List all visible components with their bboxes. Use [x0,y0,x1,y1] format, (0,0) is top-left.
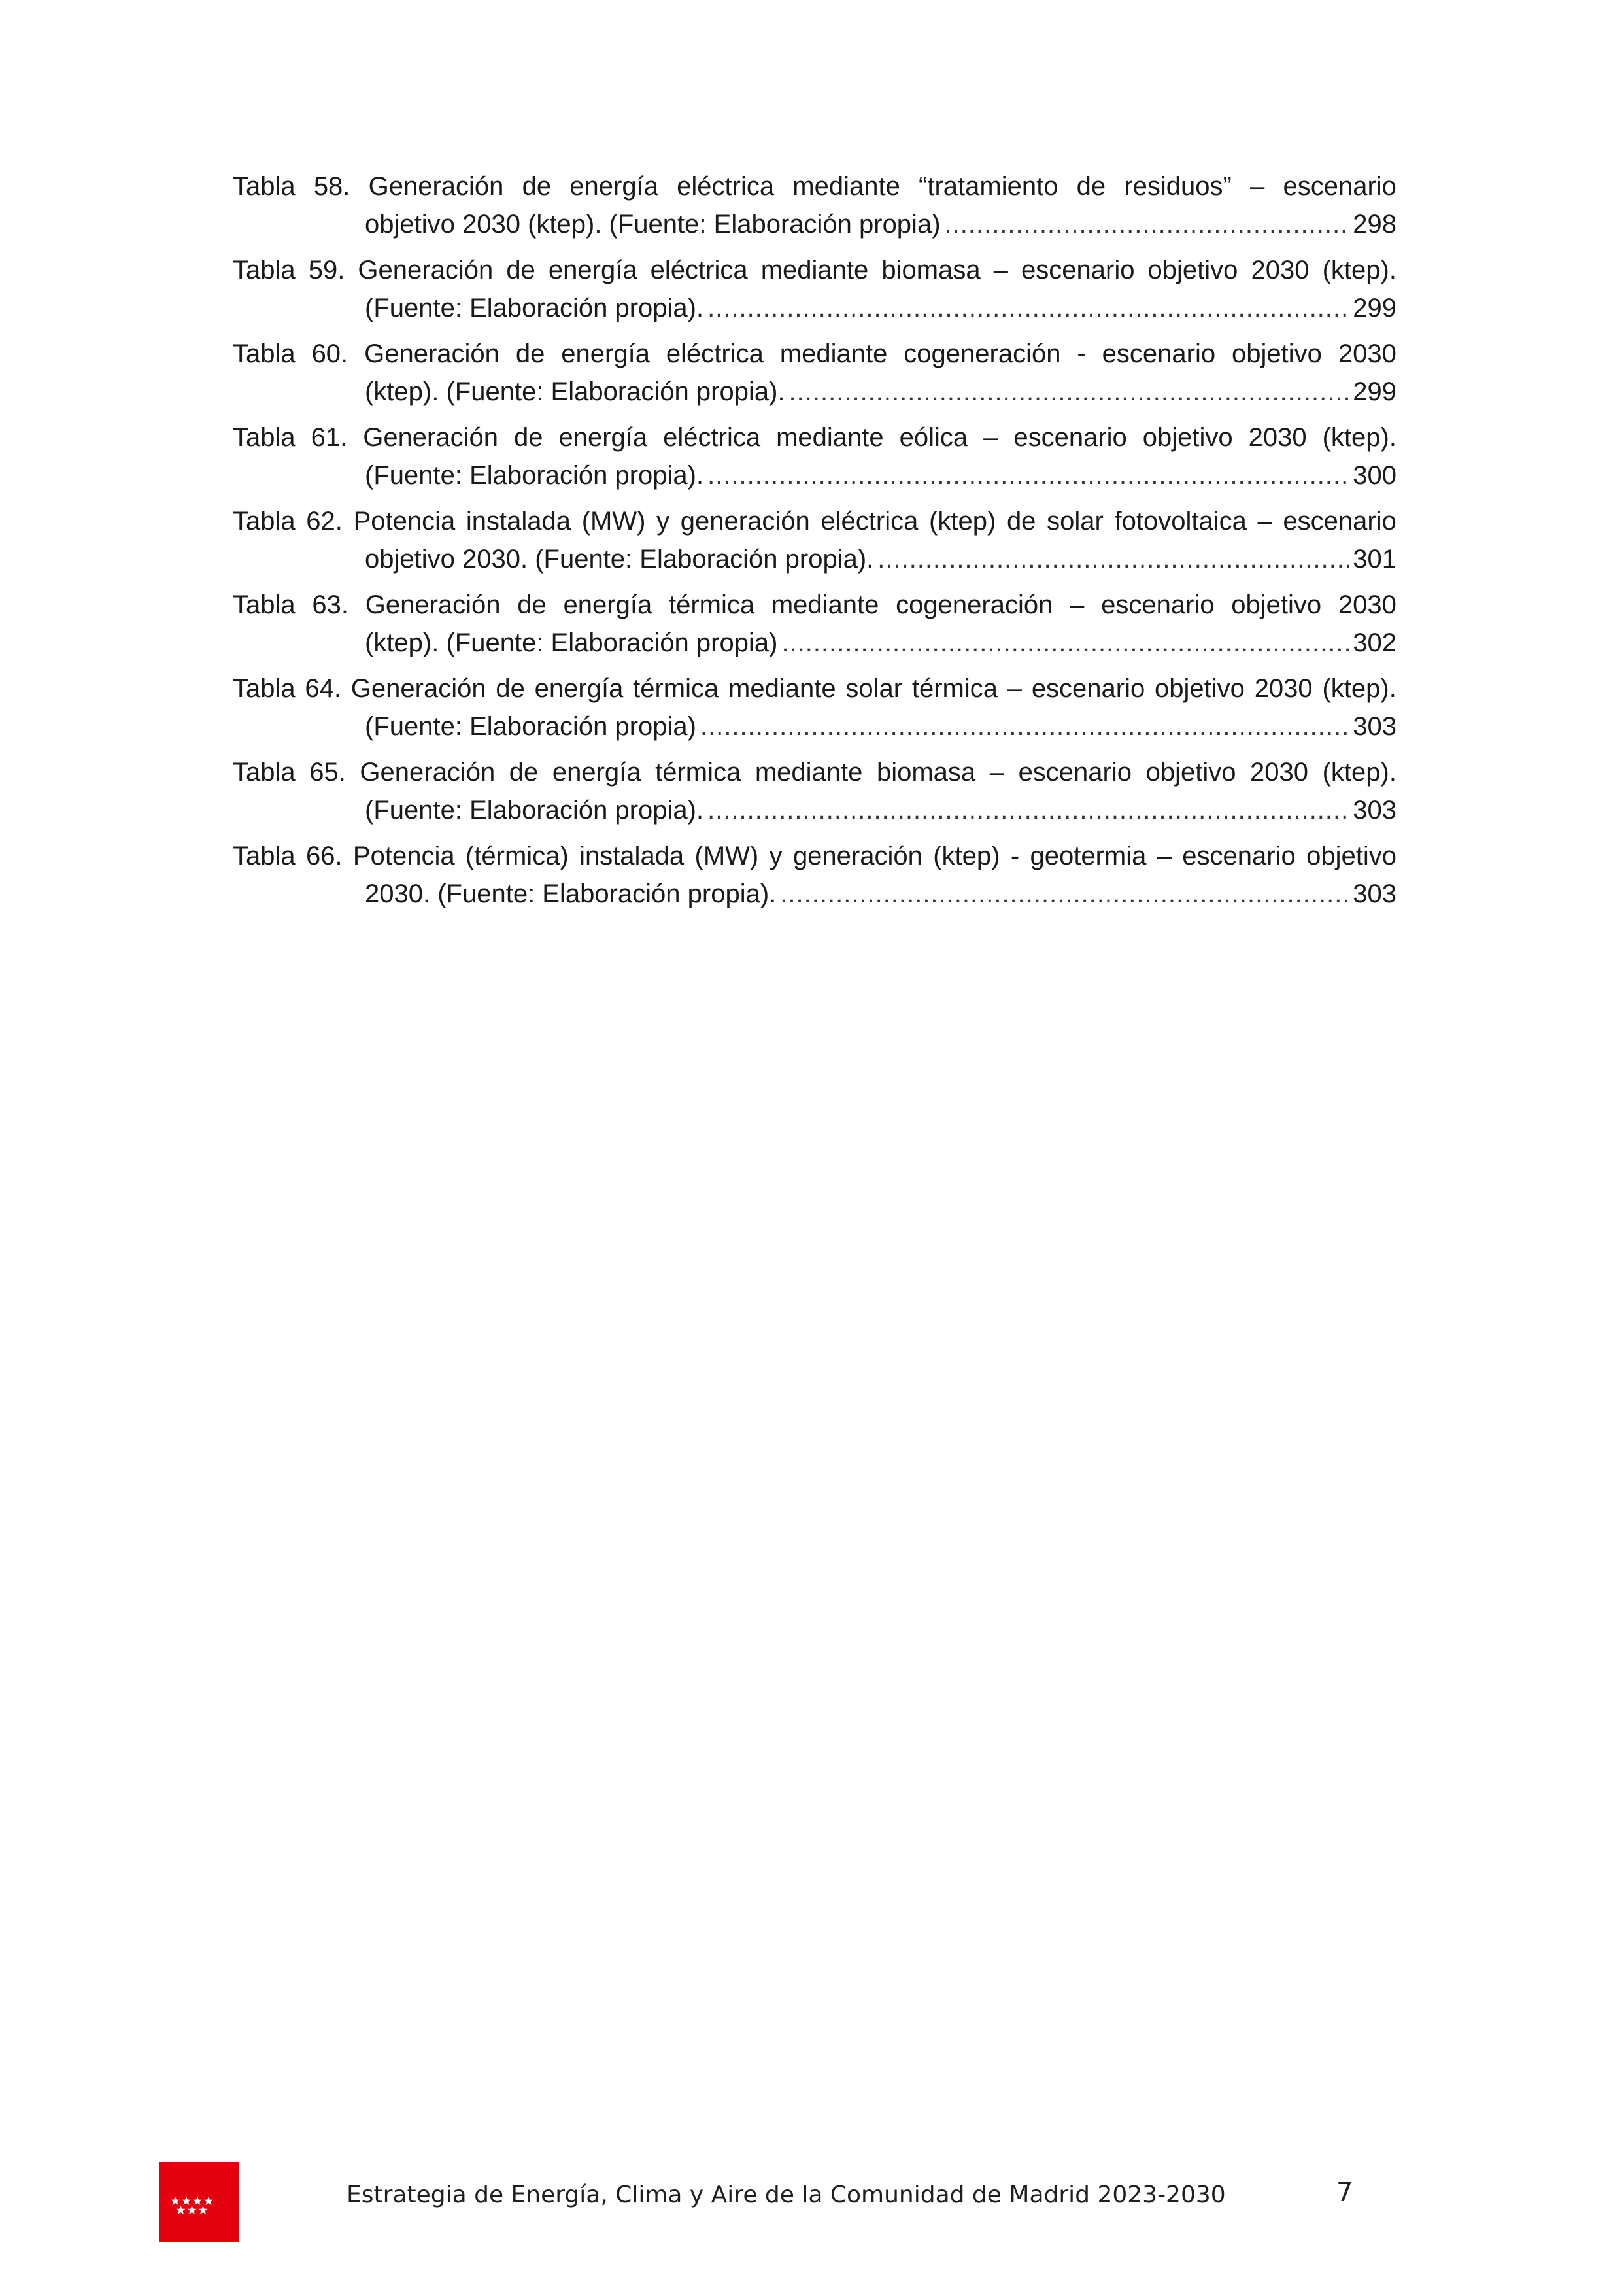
toc-word: 2030 [1254,674,1313,703]
toc-entry-continuation [233,875,1396,913]
toc-page-number: 299 [1353,294,1396,322]
toc-word: (MW) [694,842,759,870]
toc-word: Tabla [233,842,296,870]
toc-word: 2030 [1250,758,1309,787]
toc-word: (ktep). [1322,256,1396,284]
toc-word: 2030 [1248,423,1307,452]
toc-word: geotermia [1030,842,1147,870]
toc-entry-title-line [233,335,1396,373]
toc-page-number: 301 [1353,545,1396,574]
toc-word: – [989,758,1004,787]
toc-word: Potencia [353,507,456,536]
toc-word: mediante [776,423,884,452]
toc-word: – [1070,591,1085,619]
toc-word: de [506,256,535,284]
toc-word: - [1010,842,1020,870]
toc-word: y [769,842,783,870]
dot-leader [707,456,1349,494]
toc-word: escenario [1182,842,1296,870]
toc-word: (MW) [581,507,646,536]
toc-word: escenario [1018,758,1132,787]
toc-word: eólica [899,423,968,452]
toc-word: mediante [728,674,836,703]
toc-word: 2030 [1251,256,1310,284]
toc-word: energía [563,591,652,619]
dot-leader [700,708,1349,745]
toc-word: Tabla [233,591,296,619]
toc-entry-source: (ktep). (Fuente: Elaboración propia). [365,377,785,406]
toc-word: objetivo [1155,674,1245,703]
toc-word: cogeneración [896,591,1053,619]
toc-word: eléctrica [677,172,775,201]
toc-word: energía [534,674,624,703]
toc-page-number: 298 [1353,210,1396,239]
dot-leader [945,205,1349,243]
toc-word: 62. [306,507,343,536]
toc-entry-continuation [233,624,1396,662]
dot-leader [877,540,1349,578]
toc-word: escenario [1031,674,1145,703]
toc-word: Generación [363,423,498,452]
toc-entry[interactable] [233,502,1396,578]
toc-word: de [513,423,543,452]
toc-word: – [1250,172,1265,201]
toc-entry-title-line [233,753,1396,791]
toc-entry-source: (Fuente: Elaboración propia). [365,796,704,825]
toc-word: escenario [1021,256,1135,284]
toc-page-number: 299 [1353,377,1396,406]
toc-entry-source: (Fuente: Elaboración propia). [365,294,704,322]
toc-entry[interactable] [233,586,1396,662]
toc-word: objetivo [1231,591,1322,619]
toc-entry-source: (Fuente: Elaboración propia) [365,712,696,741]
toc-word: – [1157,842,1172,870]
toc-word: Generación [358,256,494,284]
toc-word: Tabla [233,507,296,536]
toc-word: objetivo [1145,758,1236,787]
toc-word: escenario [1101,591,1215,619]
toc-word: – [993,256,1008,284]
dot-leader [780,875,1349,913]
toc-word: y [656,507,670,536]
dot-leader [707,791,1349,829]
toc-entry[interactable] [233,753,1396,829]
dot-leader [781,624,1349,662]
toc-word: – [1007,674,1023,703]
toc-word: 59. [308,256,345,284]
toc-word: de [1006,507,1036,536]
toc-word: Tabla [233,674,296,703]
toc-word: eléctrica [820,507,919,536]
page-number: 7 [1336,2178,1353,2208]
toc-word: Tabla [233,758,296,787]
toc-word: mediante [779,339,888,368]
toc-word: escenario [1013,423,1127,452]
toc-entry-title-line [233,167,1396,205]
toc-word: (térmica) [465,842,569,870]
toc-word: Generación [368,172,504,201]
toc-word: 63. [312,591,348,619]
toc-word: instalada [579,842,685,870]
toc-word: objetivo [1147,256,1238,284]
toc-word: energía [548,256,637,284]
toc-word: biomasa [876,758,976,787]
toc-page-number: 303 [1353,796,1396,825]
toc-word: Tabla [233,172,296,201]
toc-entry-continuation [233,791,1396,829]
toc-word: eléctrica [666,339,764,368]
toc-entry-title-line [233,419,1396,456]
toc-entry-source: (Fuente: Elaboración propia). [365,461,704,490]
dot-leader [789,373,1349,411]
toc-entry-source: objetivo 2030. (Fuente: Elaboración propia). [365,545,874,574]
toc-entry-title-line [233,670,1396,708]
toc-word: mediante [754,758,863,787]
toc-word: térmica [911,674,998,703]
toc-word: 61. [311,423,348,452]
toc-entry-title-line [233,586,1396,624]
toc-word: energía [561,339,650,368]
toc-entry-source: 2030. (Fuente: Elaboración propia). [365,880,777,908]
toc-word: Generación [360,758,496,787]
toc-word: objetivo [1232,339,1322,368]
toc-word: - [1077,339,1086,368]
toc-word: energía [569,172,658,201]
toc-word: de [515,339,545,368]
toc-word: Generación [364,339,499,368]
toc-word: instalada [465,507,571,536]
toc-page-number: 300 [1353,461,1396,490]
toc-word: Tabla [233,423,296,452]
comunidad-de-madrid-logo [159,2162,239,2242]
toc-word: térmica [633,674,719,703]
toc-word: Generación [350,674,486,703]
toc-word: biomasa [881,256,981,284]
toc-word: de [522,172,552,201]
toc-word: fotovoltaica [1114,507,1247,536]
toc-word: Tabla [233,339,296,368]
toc-word: eléctrica [650,256,748,284]
toc-word: Potencia [352,842,455,870]
toc-entry-source: objetivo 2030 (ktep). (Fuente: Elaboración propia) [365,210,941,239]
toc-entry[interactable] [233,670,1396,745]
dot-leader [707,289,1349,327]
toc-entry-title-line [233,251,1396,289]
toc-entry-continuation [233,205,1396,243]
toc-entry[interactable] [233,837,1396,913]
toc-word: 64. [305,674,342,703]
toc-word: 58. [313,172,350,201]
toc-word: – [1257,507,1272,536]
toc-word: de [509,758,539,787]
toc-word: mediante [771,591,879,619]
toc-word: residuos” [1124,172,1232,201]
toc-word: (ktep) [933,842,1000,870]
toc-entry-continuation [233,456,1396,494]
toc-entry[interactable] [233,167,1396,243]
toc-word: escenario [1102,339,1216,368]
toc-page-number: 303 [1353,880,1396,908]
toc-word: energía [558,423,648,452]
toc-word: – [983,423,998,452]
toc-word: (ktep). [1322,674,1396,703]
toc-word: 65. [309,758,346,787]
toc-word: 60. [311,339,348,368]
toc-entry-continuation [233,540,1396,578]
toc-word: mediante [760,256,869,284]
toc-entry-title-line [233,502,1396,540]
toc-word: 66. [305,842,343,870]
footer-document-title: Estrategia de Energía, Clima y Aire de la Comunidad de Madrid 2023-2030 [347,2182,1226,2208]
toc-word: Tabla [233,256,296,284]
toc-word: escenario [1283,172,1396,201]
toc-word: de [496,674,525,703]
toc-page-number: 303 [1353,712,1396,741]
toc-entry-source: (ktep). (Fuente: Elaboración propia) [365,628,778,657]
toc-word: objetivo [1142,423,1233,452]
toc-word: de [1076,172,1106,201]
toc-word: (ktep) [929,507,996,536]
toc-entry-continuation [233,289,1396,327]
toc-word: térmica [655,758,741,787]
toc-word: de [517,591,547,619]
toc-word: eléctrica [663,423,761,452]
toc-word: cogeneración [904,339,1061,368]
toc-word: 2030 [1338,339,1396,368]
toc-word: escenario [1283,507,1396,536]
toc-entry-continuation [233,708,1396,745]
toc-word: 2030 [1338,591,1396,619]
toc-word: (ktep). [1322,758,1396,787]
toc-word: mediante [792,172,900,201]
toc-word: generación [680,507,810,536]
toc-entry[interactable] [233,335,1396,411]
toc-word: energía [552,758,641,787]
toc-entry[interactable] [233,419,1396,494]
toc-word: solar [845,674,903,703]
seven-stars-icon [159,2162,239,2242]
toc-entry[interactable] [233,251,1396,327]
toc-page-number: 302 [1353,628,1396,657]
toc-entry-title-line [233,837,1396,875]
toc-word: “tratamiento [919,172,1058,201]
toc-word: (ktep). [1322,423,1396,452]
toc-word: objetivo [1306,842,1396,870]
toc-word: térmica [668,591,755,619]
toc-word: generación [792,842,922,870]
toc-word: Generación [365,591,501,619]
toc-entry-continuation [233,373,1396,411]
toc-word: solar [1047,507,1104,536]
table-of-tables [233,167,1396,921]
